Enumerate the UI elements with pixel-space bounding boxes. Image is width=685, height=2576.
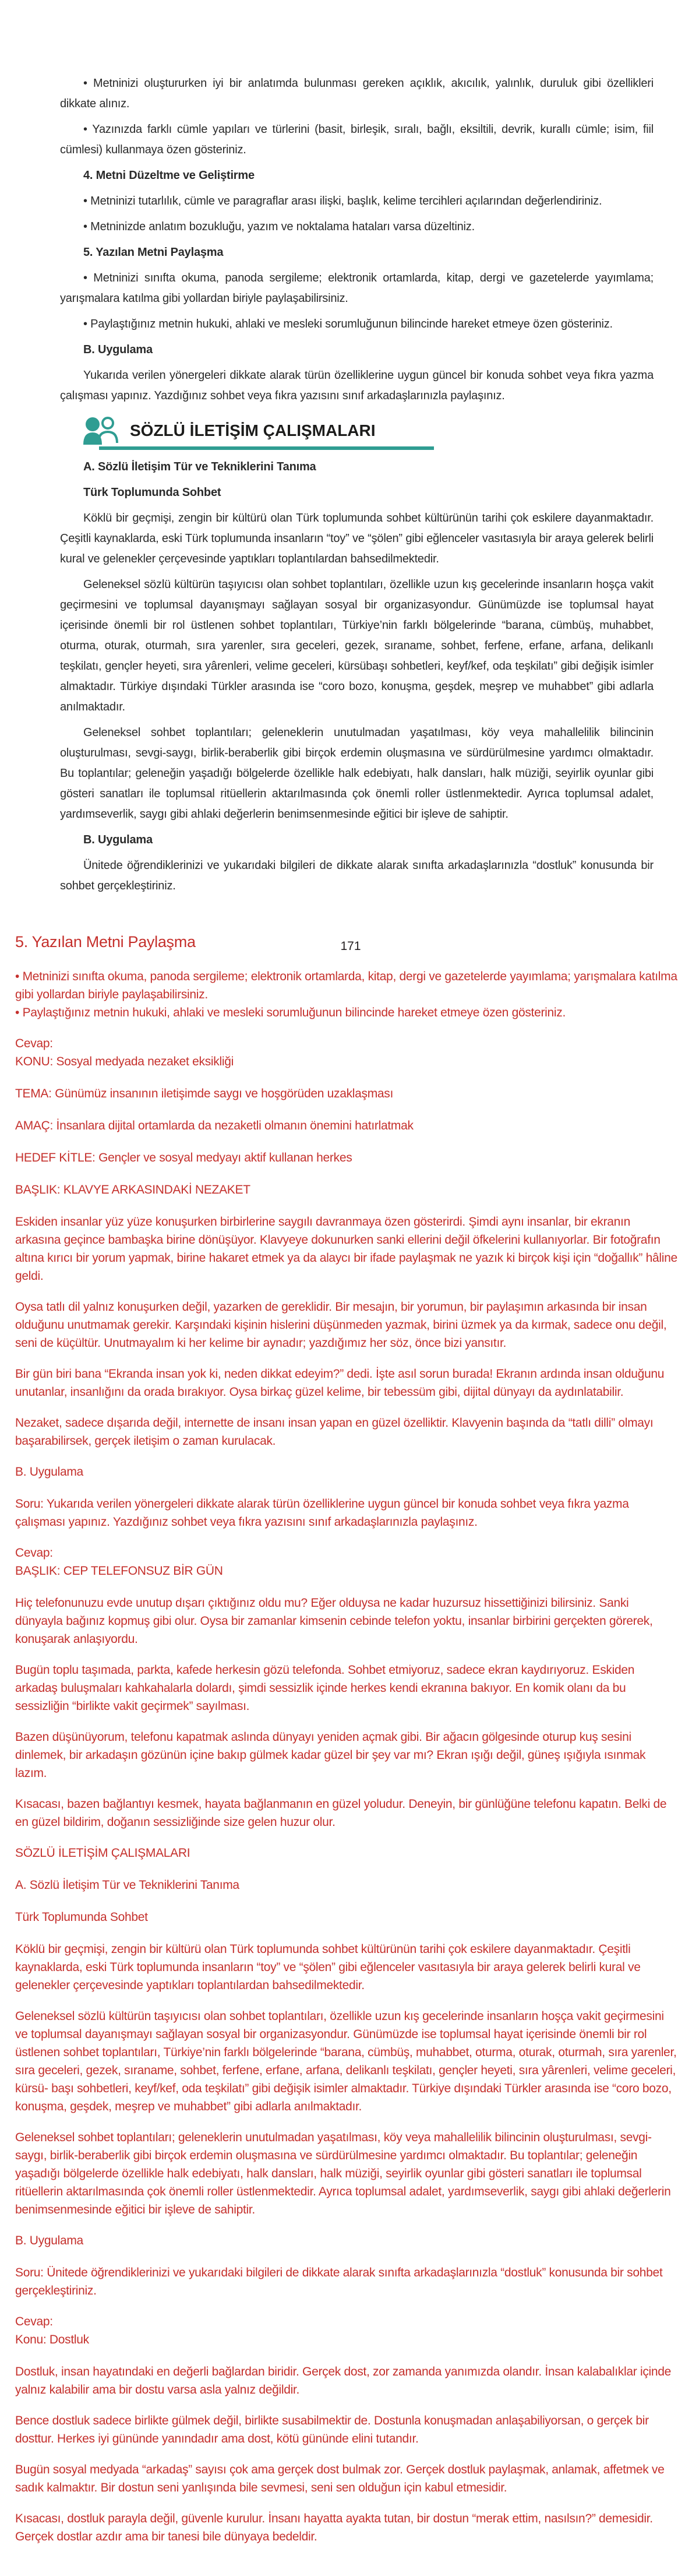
answer-para: Eskiden insanlar yüz yüze konuşurken birbirlerine saygılı davranmaya özen gösterirdi. Şimdi aynı insanlar, bir ekranın arkasına geçince bambaşka birine dönüşüyor. Klavyeye dokunurken sanki ellerini değil öfkelerini kullanıyorlar. Bir fotoğrafın altına kırıcı bir yorum yapmak, birine hakaret etmek ya da alaycı bir ifade paylaşmak ne yazık ki birçok kişi için “doğallık” hâline geldi. (15, 1215, 677, 1283)
answer-paragraphs (15, 967, 678, 2546)
scan-bullet: • Metninizi sınıfta okuma, panoda sergileme; elektronik ortamlarda, kitap, dergi ve gazetelerde yayımlama; yarışmalara katılma gibi yollardan biriyle paylaşabilirsiniz. (60, 272, 654, 305)
answer-line: BAŞLIK: KLAVYE ARKASINDAKİ NEZAKET (15, 1183, 250, 1196)
scan-body: Ünitede öğrendiklerinizi ve yukarıdaki bilgileri de dikkate alarak sınıfta arkadaşlarınızla “dostluk” konusunda bir sohbet gerçekleştiriniz. (60, 859, 654, 892)
answer-para: Bazen düşünüyorum, telefonu kapatmak aslında dünyayı yeniden açmak gibi. Bir ağacın gölgesinde oturup kuş sesini dinlemek, bir arkadaşın gözünün içine bakıp gülmek kadar güzel bir şey var mı? Ekran ışığı değil, güneş ışığıyla ısınmak lazım. (15, 1730, 646, 1780)
answer-para: Bir gün biri bana “Ekranda insan yok ki, neden dikkat edeyim?” dedi. İşte asıl sorun burada! Ekranın ardında insan olduğunu unutanlar, insanlığını da orada bırakıyor. Oysa birkaç güzel kelime, bir tebessüm gibi, dijital dünyayı da aydınlatabilir. (15, 1367, 665, 1399)
scan-heading: B. Uygulama (83, 343, 153, 356)
answer-para: Hiç telefonunuzu evde unutup dışarı çıktığınız oldu mu? Eğer olduysa ne kadar huzursuz hissettiğinizi bilirsiniz. Sanki dünyayla bağınız kopmuş gibi olur. Oysa bir zamanlar kimsenin cebinde telefon yoktu, insanlar birbirini gerçekten görerek, konuşarak anlaşıyordu. (15, 1596, 653, 1646)
scan-heading: A. Sözlü İletişim Tür ve Tekniklerini Tanıma (83, 460, 316, 473)
answers-heading: 5. Yazılan Metni Paylaşma (15, 933, 196, 951)
section-header-row (83, 416, 654, 445)
answer-para: Bugün toplu taşımada, parkta, kafede herkesin gözü telefonda. Sohbet etmiyoruz, sadece ekran kaydırıyoruz. Eskiden arkadaş buluşmaları kahkahalarla dolardı, şimdi sessizlik içinde herkes kendi ekranına bakıyor. En komik olanı da bu sessizliğin “birlikte vakit geçirmek” sayılması. (15, 1663, 635, 1713)
answer-group (15, 2313, 678, 2349)
scan-heading: 5. Yazılan Metni Paylaşma (83, 246, 224, 259)
answer-line: B. Uygulama (15, 1465, 83, 1479)
scan-body: Geleneksel sohbet toplantıları; geleneklerin unutulmadan yaşatılması, köy veya mahallelilik bilincinin oluşturulması, sevgi-saygı, birlik-beraberlik gibi birçok erdemin oluşmasına ve sürdürülmesine yardımcı olmaktadır. Bu toplantılar; geleneğin yaşadığı bölgelerde özellikle halk edebiyatı, halk dansları, halk müziği, seyirlik oyunlar gibi gösteri sanatları ile toplumsal ritüellerin aktarılmasında çok önemli roller üstlenmektedir. Ayrıca toplumsal adalet, yardımseverlik, saygı gibi ahlaki değerlerin benimsenmesinde eğitici bir işleve de sahiptir. (60, 726, 654, 821)
people-icon (83, 416, 121, 445)
scan-body: Yukarıda verilen yönergeleri dikkate alarak türün özelliklerine uygun güncel bir konuda sohbet veya fıkra yazma çalışması yapınız. Yazdığınız sohbet veya fıkra yazısını sınıf arkadaşlarınızla paylaşınız. (60, 369, 654, 402)
answer-line: B. Uygulama (15, 2234, 83, 2247)
answer-para: Oysa tatlı dil yalnız konuşurken değil, yazarken de gereklidir. Bir mesajın, bir yorumun, bir paylaşımın arkasında bir insan olduğunu unutmamak gerekir. Karşındaki kişinin hislerini düşünmeden yazmak, birini üzmek ya da kırmak, sadece onu değil, seni de küçültür. Unutmayalım ki her kelime bir aynadır; yazdığımız her söz, önce bizi yansıtır. (15, 1300, 667, 1350)
answer-para: Kısacası, dostluk parayla değil, güvenle kurulur. İnsanı hayatta ayakta tutan, bir dostun “merak ettim, nasılsın?” demesidir. Gerçek dostlar azdır ama bir tanesi bile dünyaya bedeldir. (15, 2512, 653, 2543)
answer-line: AMAÇ: İnsanlara dijital ortamlarda da nezaketli olmanın önemini hatırlatmak (15, 1119, 414, 1132)
answer-line: HEDEF KİTLE: Gençler ve sosyal medyayı aktif kullanan herkes (15, 1151, 352, 1164)
scan-bullet: • Metninizde anlatım bozukluğu, yazım ve noktalama hataları varsa düzeltiniz. (83, 220, 475, 233)
answer-para: Bence dostluk sadece birlikte gülmek değil, birlikte susabilmektir de. Dostunla konuşmadan anlaşabiliyorsan, o gerçek bir dosttur. Herkes iyi gününde yanındadır ama dost, kötü gününde elini tutandır. (15, 2414, 649, 2445)
scan-heading: B. Uygulama (83, 833, 153, 846)
scan-heading: 4. Metni Düzeltme ve Geliştirme (83, 169, 255, 182)
answer-key-section (0, 902, 685, 2576)
answer-para: Köklü bir geçmişi, zengin bir kültürü olan Türk toplumunda sohbet kültürünün tarihi çok eskilere dayanmaktadır. Çeşitli kaynaklarda, eski Türk toplumunda insanların “toy” ve “şölen” gibi eğlenceler vasıtasıyla bir araya gelerek belirli kural ve gelenekler çerçevesinde yaptıkları toplantılardan bahsedilmektedir. (15, 1942, 641, 1992)
answer-group (15, 1544, 678, 1580)
answer-line: A. Sözlü İletişim Tür ve Tekniklerini Tanıma (15, 1878, 239, 1892)
answer-para: Nezaket, sadece dışarıda değil, internette de insanı insan yapan en güzel özelliktir. Klavyenin başında da “tatlı dilli” olmayı başarabilirsek, gerçek iletişim o zaman kurulacak. (15, 1416, 654, 1448)
answer-group (15, 1034, 678, 1071)
answer-para: Kısacası, bazen bağlantıyı kesmek, hayata bağlanmanın en güzel yoludur. Deneyin, bir günlüğüne telefonu kapatın. Belki de en güzel bildirim, doğanın sessizliğinde size gelen huzur olur. (15, 1797, 667, 1829)
scan-bullet: • Metninizi oluştururken iyi bir anlatımda bulunması gereken açıklık, akıcılık, yalınlık, duruluk gibi özellikleri dikkate alınız. (60, 77, 654, 110)
answer-para: Geleneksel sözlü kültürün taşıyıcısı olan sohbet toplantıları, özellikle uzun kış gecelerinde insanların hoşça vakit geçirmesini ve toplumsal dayanışmayı sağlayan sosyal bir organizasyondur. Günümüzde ise toplumsal hayat içerisinde önemli bir rol üstlenen sohbet toplantıları, Türkiye’nin farklı bölgelerinde “barana, cümbüş, muhabbet, oturma, oturak, oturmah, sıra yarenler, sıra geceleri, gezek, sıraname, sohbet, ferfene, erfane, arfana, delikanlı teşkilatı, gençler heyeti, sıra yârenleri, velime geceleri, kürsü- başı sohbetleri, keyf/kef, oda teşkilatı” gibi değişik isimler almaktadır. Türkiye dışındaki Türkler arasında ise “coro bozo, konuşma, geşdek, meşrep ve muhabbet” gibi adlarla anılmaktadır. (15, 2010, 677, 2113)
scan-bullet: • Paylaştığınız metnin hukuki, ahlaki ve mesleki sorumluğunun bilincinde hareket etmeye özen gösteriniz. (83, 318, 613, 330)
answer-line: Cevap: (15, 1037, 53, 1050)
answer-line: Cevap: (15, 1546, 53, 1560)
section-underline (99, 446, 434, 450)
answer-line: BAŞLIK: CEP TELEFONSUZ BİR GÜN (15, 1564, 223, 1578)
scan-body: Köklü bir geçmişi, zengin bir kültürü olan Türk toplumunda sohbet kültürünün tarihi çok eskilere dayanmaktadır. Çeşitli kaynaklarda, eski Türk toplumunda insanların “toy” ve “şölen” gibi eğlenceler vasıtasıyla bir araya gelerek belirli kural ve gelenekler çerçevesinde yaptıkları toplantılardan bahsedilmektedir. (60, 512, 654, 565)
answer-para: Geleneksel sohbet toplantıları; geleneklerin unutulmadan yaşatılması, köy veya mahallelilik bilincinin oluşturulması, sevgi- saygı, birlik-beraberlik gibi birçok erdemin oluşmasına ve sürdürülmesine yardımcı olmaktadır. Bu toplantılar; geleneğin yaşadığı bölgelerde özellikle halk edebiyatı, halk dansları, halk müziği, seyirlik oyunlar gibi gösteri sanatları ile toplumsal ritüellerin aktarılmasında çok önemli roller üstlenmektedir. Ayrıca toplumsal adalet, yardımseverlik, saygı gibi ahlaki değerlerin benimsenmesinde eğitici bir işleve de sahiptir. (15, 2131, 671, 2216)
answer-line: SÖZLÜ İLETİŞİM ÇALIŞMALARI (15, 1846, 190, 1860)
answer-bullet: • Paylaştığınız metnin hukuki, ahlaki ve mesleki sorumluğunun bilincinde hareket etmeye özen gösteriniz. (15, 1006, 566, 1019)
answer-line: Türk Toplumunda Sohbet (15, 1910, 148, 1924)
answer-line: Konu: Dostluk (15, 2333, 89, 2346)
textbook-scan (0, 0, 685, 896)
scan-body: Geleneksel sözlü kültürün taşıyıcısı olan sohbet toplantıları, özellikle uzun kış gecelerinde insanların hoşça vakit geçirmesini ve toplumsal dayanışmayı sağlayan sosyal bir organizasyondur. Günümüzde ise toplumsal hayat içerisinde önemli bir rol üstlenen sohbet toplantıları, Türkiye’nin farklı bölgelerinde “barana, cümbüş, muhabbet, oturma, oturak, oturmah, sıra yarenler, sıra geceleri, gezek, sıraname, sohbet, ferfene, erfane, arfana, delikanlı teşkilatı, gençler heyeti, sıra yârenleri, velime geceleri, kürsübaşı sohbetleri, keyf/kef, oda teşkilatı” gibi değişik isimler almaktadır. Türkiye dışındaki Türkler arasında ise “coro bozo, konuşma, geşdek, meşrep ve muhabbet” gibi adlarla anılmaktadır. (60, 578, 654, 713)
answer-line: KONU: Sosyal medyada nezaket eksikliği (15, 1055, 234, 1068)
page-number: 171 (340, 939, 361, 953)
scan-bullet: • Metninizi tutarlılık, cümle ve paragraflar arası ilişki, başlık, kelime tercihleri açılarından değerlendiriniz. (83, 195, 602, 207)
scan-paragraphs-top (60, 73, 654, 406)
answer-para: Bugün sosyal medyada “arkadaş” sayısı çok ama gerçek dost bulmak zor. Gerçek dostluk paylaşmak, anlamak, affetmek ve sadık kalmaktır. Bir dostun seni yanlışında bile sevmesi, seni sen olduğun için kabul etmesidir. (15, 2463, 665, 2494)
answers-header (15, 932, 678, 952)
answer-line: TEMA: Günümüz insanının iletişimde saygı ve hoşgörüden uzaklaşması (15, 1087, 394, 1100)
section-title: SÖZLÜ İLETİŞİM ÇALIŞMALARI (130, 421, 376, 439)
scan-paragraphs-bottom (60, 457, 654, 896)
answer-para: Dostluk, insan hayatındaki en değerli bağlardan biridir. Gerçek dost, zor zamanda yanımızda olandır. İnsan kalabalıklar içinde yalnız kalabilir ama bir dostu varsa asla yalnız değildir. (15, 2365, 672, 2396)
scan-heading: Türk Toplumunda Sohbet (83, 486, 221, 499)
answer-line: Cevap: (15, 2315, 53, 2328)
answer-para: Soru: Ünitede öğrendiklerinizi ve yukarıdaki bilgileri de dikkate alarak sınıfta arkadaşlarınızla “dostluk” konusunda bir sohbet gerçekleştiriniz. (15, 2266, 663, 2297)
answer-bullet: • Metninizi sınıfta okuma, panoda sergileme; elektronik ortamlarda, kitap, dergi ve gazetelerde yayımlama; yarışmalara katılma gibi yollardan biriyle paylaşabilirsiniz. (15, 970, 677, 1001)
answer-para: Soru: Yukarıda verilen yönergeleri dikkate alarak türün özelliklerine uygun güncel bir konuda sohbet veya fıkra yazma çalışması yapınız. Yazdığınız sohbet veya fıkra yazısını sınıf arkadaşlarınızla paylaşınız. (15, 1497, 629, 1529)
scan-bullet: • Yazınızda farklı cümle yapıları ve türlerini (basit, birleşik, sıralı, bağlı, eksiltili, devrik, kurallı cümle; isim, fiil cümlesi) kullanmaya özen gösteriniz. (60, 123, 654, 156)
section-header (60, 416, 654, 450)
